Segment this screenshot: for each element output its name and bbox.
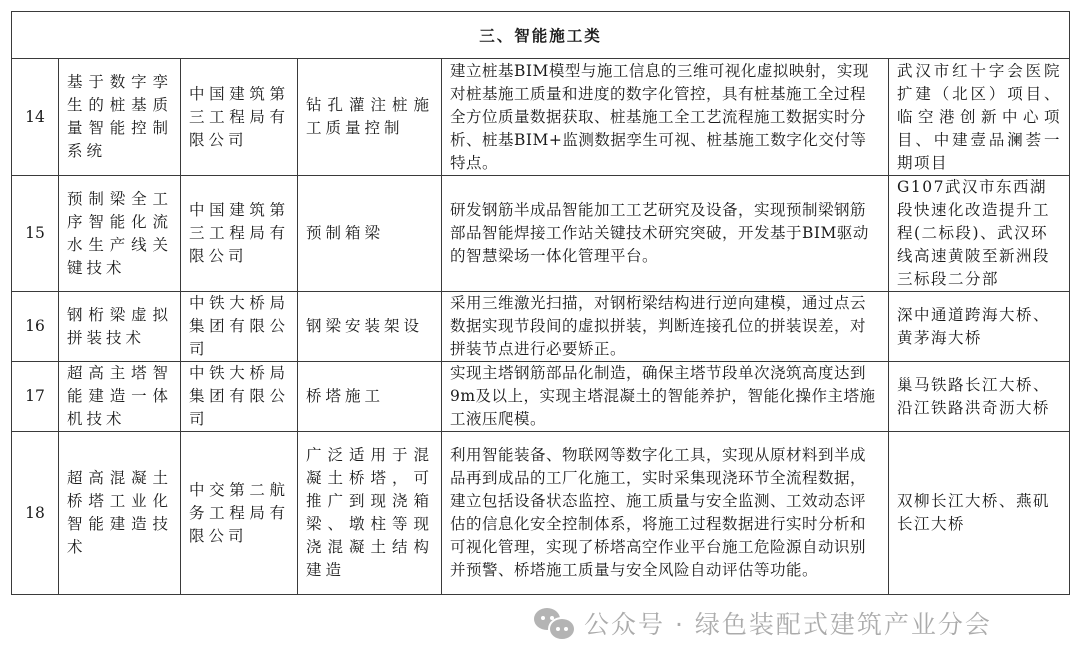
typical-projects: G107武汉市东西湖段快速化改造提升工程(二标段)、武汉环线高速黄陂至新洲段三标段二分部 [889,176,1070,292]
typical-projects: 巢马铁路长江大桥、沿江铁路洪奇沥大桥 [889,362,1070,432]
tech-description: 利用智能装备、物联网等数字化工具，实现从原材料到半成品再到成品的工厂化施工，实时采集现浇环节全流程数据，建立包括设备状态监控、施工质量与安全监测、工效动态评估的信息化安全控制体系，将施工过程数据进行实时分析和可视化管理，实现了桥塔高空作业平台施工危险源自动识别并预警、桥塔施工质量与安全风险自动评估等功能。 [442,432,889,595]
tech-description: 采用三维激光扫描，对钢桁梁结构进行逆向建模，通过点云数据实现节段间的虚拟拼装，判断连接孔位的拼装误差，对拼装节点进行必要矫正。 [442,292,889,362]
organization: 中国建筑第三工程局有限公司 [181,176,298,292]
tech-description: 研发钢筋半成品智能加工工艺研究及设备，实现预制梁钢筋部品智能焊接工作站关键技术研究突破，开发基于BIM驱动的智慧梁场一体化管理平台。 [442,176,889,292]
row-number: 17 [12,362,59,432]
table-row [12,362,1070,432]
application-scope: 钻孔灌注桩施工质量控制 [298,59,442,176]
application-scope: 预制箱梁 [298,176,442,292]
section-title: 三、智能施工类 [12,12,1070,59]
wechat-icon [532,605,576,641]
tech-description: 实现主塔钢筋部品化制造，确保主塔节段单次浇筑高度达到9m及以上，实现主塔混凝土的智能养护，智能化操作主塔施工液压爬模。 [442,362,889,432]
application-scope: 广泛适用于混凝土桥塔，可推广到现浇箱梁、墩柱等现浇混凝土结构建造 [298,432,442,595]
tech-name: 超高混凝土桥塔工业化智能建造技术 [59,432,181,595]
tech-name: 超高主塔智能建造一体机技术 [59,362,181,432]
table-row [12,176,1070,292]
table-row [12,432,1070,595]
watermark-text: 公众号 · 绿色装配式建筑产业分会 [584,610,992,639]
tech-list-table [11,11,1070,595]
table-row [12,292,1070,362]
row-number: 14 [12,59,59,176]
row-number: 18 [12,432,59,595]
tech-name: 基于数字孪生的桩基质量智能控制系统 [59,59,181,176]
row-number: 15 [12,176,59,292]
typical-projects: 武汉市红十字会医院扩建（北区）项目、临空港创新中心项目、中建壹品澜荟一期项目 [889,59,1070,176]
tech-name: 预制梁全工序智能化流水生产线关键技术 [59,176,181,292]
tech-name: 钢桁梁虚拟拼装技术 [59,292,181,362]
typical-projects: 双柳长江大桥、燕矶长江大桥 [889,432,1070,595]
watermark [532,603,992,643]
section-header-row [12,12,1070,59]
tech-description: 建立桩基BIM模型与施工信息的三维可视化虚拟映射，实现对桩基施工质量和进度的数字化管控，具有桩基施工全过程全方位质量数据获取、桩基施工全工艺流程施工数据实时分析、桩基BIM+监测数据孪生可视、桩基施工数字化交付等特点。 [442,59,889,176]
organization: 中铁大桥局集团有限公司 [181,292,298,362]
organization: 中交第二航务工程局有限公司 [181,432,298,595]
organization: 中国建筑第三工程局有限公司 [181,59,298,176]
typical-projects: 深中通道跨海大桥、黄茅海大桥 [889,292,1070,362]
table-row [12,59,1070,176]
organization: 中铁大桥局集团有限公司 [181,362,298,432]
application-scope: 桥塔施工 [298,362,442,432]
row-number: 16 [12,292,59,362]
application-scope: 钢梁安装架设 [298,292,442,362]
